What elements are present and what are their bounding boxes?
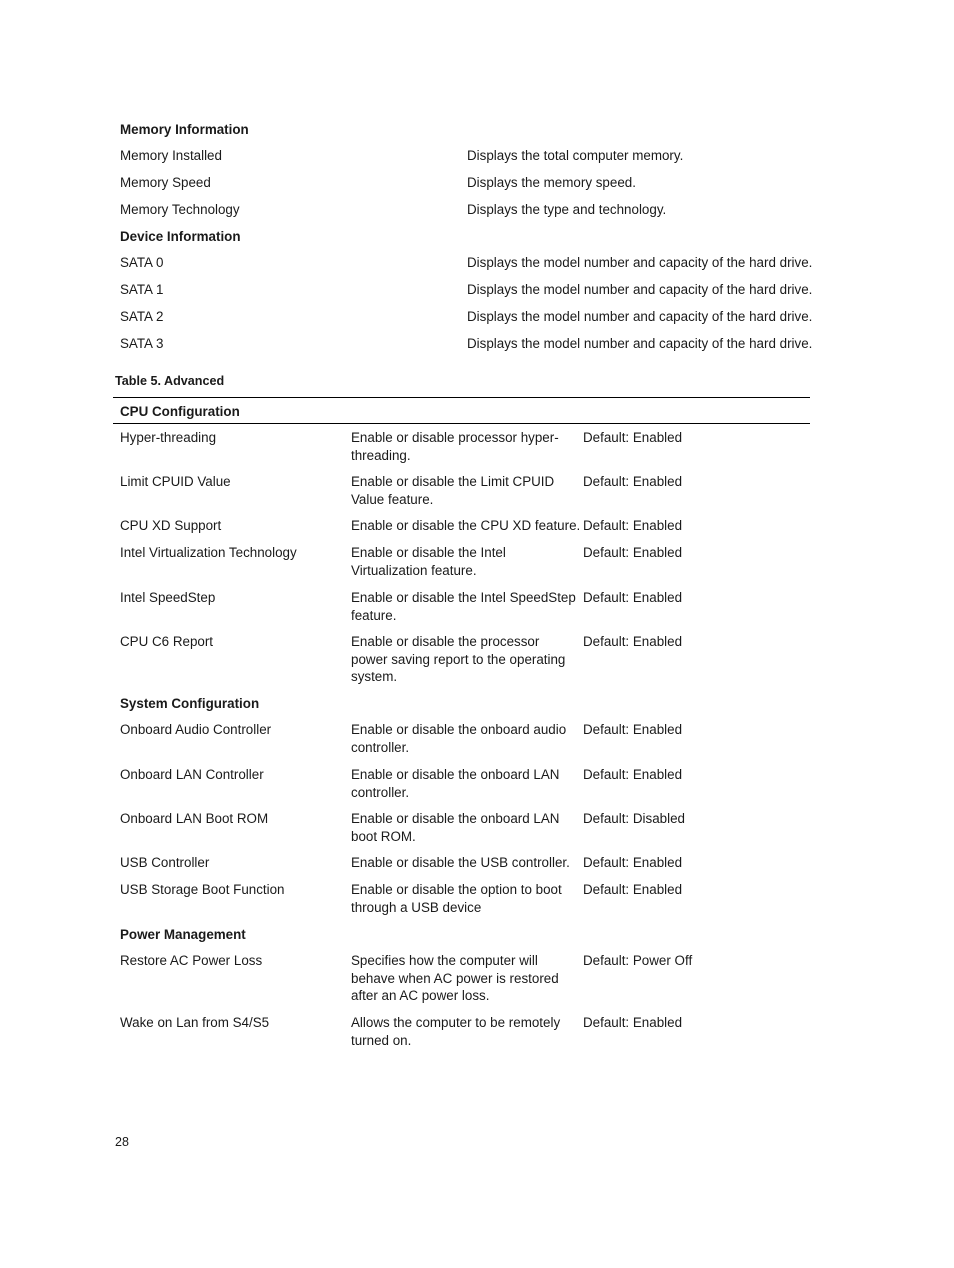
setting-name: Limit CPUID Value <box>120 474 231 489</box>
setting-default: Default: Enabled <box>583 855 683 870</box>
setting-description: turned on. <box>351 1032 412 1048</box>
setting-description: behave when AC power is restored <box>351 970 559 986</box>
setting-description: Displays the model number and capacity of the hard drive. <box>467 255 813 270</box>
setting-name: CPU XD Support <box>120 518 222 533</box>
table-caption: Table 5. Advanced <box>115 374 225 388</box>
setting-name: Onboard Audio Controller <box>120 722 272 737</box>
setting-description: Enable or disable the onboard audio <box>351 722 567 737</box>
setting-description: feature. <box>351 607 397 623</box>
setting-name: USB Controller <box>120 855 210 870</box>
setting-name: Intel SpeedStep <box>120 590 216 605</box>
setting-description: Enable or disable the Intel SpeedStep <box>351 590 576 605</box>
setting-name: Hyper-threading <box>120 430 217 445</box>
setting-description: Enable or disable the onboard LAN <box>351 767 560 782</box>
setting-default: Default: Enabled <box>583 1015 683 1030</box>
setting-description: Enable or disable the Limit CPUID <box>351 474 555 489</box>
table-header-rule <box>113 423 810 424</box>
setting-name: SATA 2 <box>120 309 164 324</box>
setting-description: Displays the memory speed. <box>467 175 636 190</box>
setting-default: Default: Enabled <box>583 545 683 560</box>
setting-name: SATA 0 <box>120 255 164 270</box>
setting-name: SATA 3 <box>120 336 164 351</box>
section-header-cpu-configuration: CPU Configuration <box>120 404 240 419</box>
setting-description: controller. <box>351 784 410 800</box>
setting-name: Onboard LAN Controller <box>120 767 264 782</box>
setting-description: Virtualization feature. <box>351 562 477 578</box>
setting-name: Onboard LAN Boot ROM <box>120 811 269 826</box>
setting-description: after an AC power loss. <box>351 988 490 1003</box>
setting-default: Default: Enabled <box>583 634 683 649</box>
setting-description: Enable or disable processor hyper- <box>351 430 559 445</box>
section-header-power-management: Power Management <box>120 927 246 942</box>
setting-description: Displays the model number and capacity of the hard drive. <box>467 309 813 324</box>
setting-default: Default: Enabled <box>583 882 683 897</box>
setting-description: controller. <box>351 739 410 755</box>
setting-description: Enable or disable the onboard LAN <box>351 811 560 826</box>
setting-description: Enable or disable the option to boot <box>351 882 562 897</box>
setting-description: threading. <box>351 447 411 463</box>
setting-description: Displays the type and technology. <box>467 202 667 217</box>
setting-description: Enable or disable the Intel <box>351 545 506 560</box>
setting-default: Default: Enabled <box>583 590 683 605</box>
setting-name: Memory Speed <box>120 175 211 190</box>
setting-description: Displays the model number and capacity of the hard drive. <box>467 282 813 297</box>
setting-description: system. <box>351 669 398 684</box>
setting-description: through a USB device <box>351 899 482 915</box>
setting-name: Wake on Lan from S4/S5 <box>120 1015 270 1030</box>
setting-default: Default: Enabled <box>583 474 683 489</box>
page-number: 28 <box>115 1135 129 1149</box>
table-top-rule <box>113 397 810 398</box>
setting-default: Default: Enabled <box>583 430 683 445</box>
setting-name: CPU C6 Report <box>120 634 214 649</box>
section-header-system-configuration: System Configuration <box>120 696 260 711</box>
setting-default: Default: Power Off <box>583 953 693 968</box>
setting-name: Memory Technology <box>120 202 240 217</box>
setting-description: Enable or disable the processor <box>351 634 540 649</box>
setting-description: Displays the total computer memory. <box>467 148 684 163</box>
setting-name: Restore AC Power Loss <box>120 953 263 968</box>
setting-default: Default: Disabled <box>583 811 685 826</box>
section-header-memory-information: Memory Information <box>120 122 249 137</box>
setting-description: Value feature. <box>351 491 434 507</box>
setting-default: Default: Enabled <box>583 767 683 782</box>
setting-description: Enable or disable the CPU XD feature. <box>351 518 581 533</box>
setting-default: Default: Enabled <box>583 722 683 737</box>
setting-description: Specifies how the computer will <box>351 953 538 968</box>
setting-default: Default: Enabled <box>583 518 683 533</box>
setting-name: Memory Installed <box>120 148 222 163</box>
setting-name: SATA 1 <box>120 282 164 297</box>
setting-name: Intel Virtualization Technology <box>120 545 297 560</box>
section-header-device-information: Device Information <box>120 229 241 244</box>
setting-description: power saving report to the operating <box>351 651 566 667</box>
setting-description: Allows the computer to be remotely <box>351 1015 561 1030</box>
setting-description: Enable or disable the USB controller. <box>351 855 570 870</box>
setting-description: Displays the model number and capacity of the hard drive. <box>467 336 813 351</box>
setting-name: USB Storage Boot Function <box>120 882 285 897</box>
setting-description: boot ROM. <box>351 828 416 844</box>
